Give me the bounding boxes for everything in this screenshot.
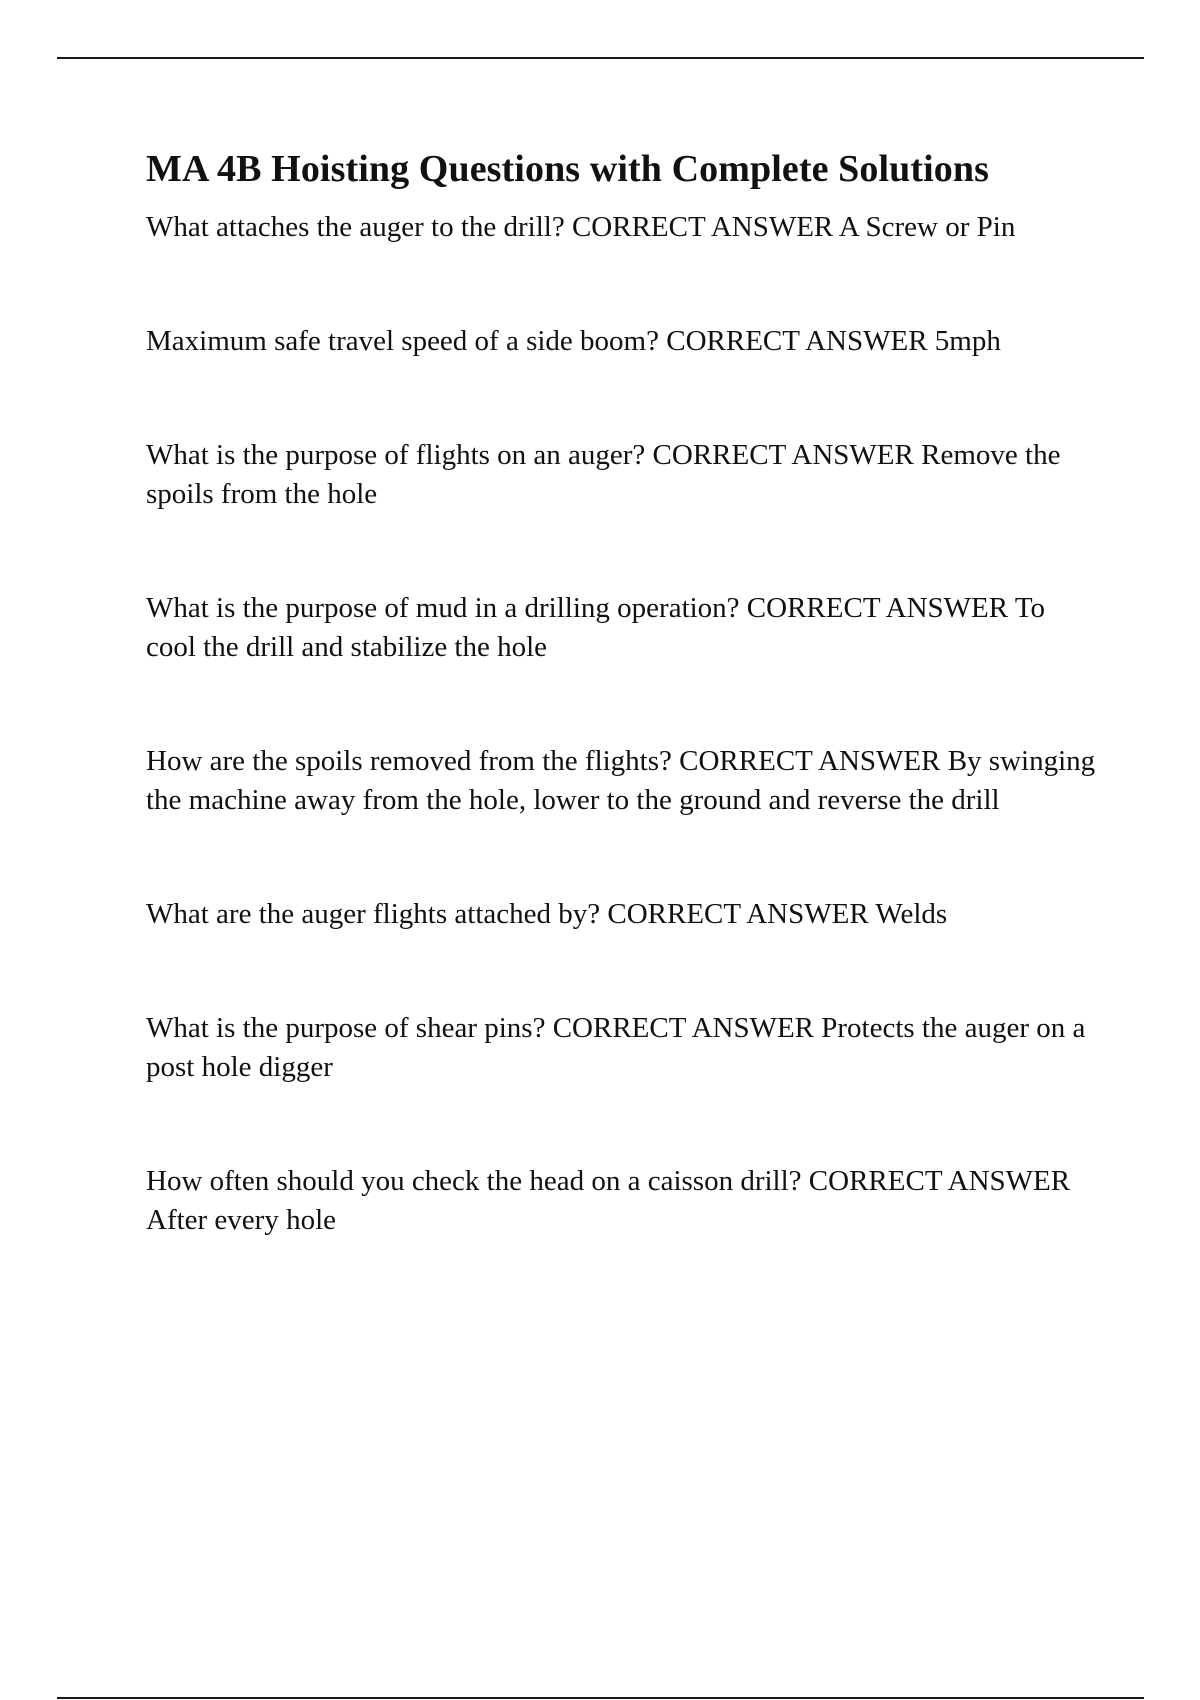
document-body xyxy=(146,140,1096,1240)
qa-item: Maximum safe travel speed of a side boom? CORRECT ANSWER 5mph xyxy=(146,325,1001,357)
qa-item: How often should you check the head on a caisson drill? CORRECT ANSWER After every hole xyxy=(146,1165,1071,1236)
qa-item: What is the purpose of mud in a drilling operation? CORRECT ANSWER To cool the drill and stabilize the hole xyxy=(146,592,1046,663)
top-divider xyxy=(57,57,1144,59)
qa-item: How are the spoils removed from the flights? CORRECT ANSWER By swinging the machine away from the hole, lower to the ground and reverse the drill xyxy=(146,745,1096,816)
document-title: MA 4B Hoisting Questions with Complete Solutions xyxy=(146,148,990,190)
qa-list xyxy=(146,208,1096,1240)
qa-item: What are the auger flights attached by? CORRECT ANSWER Welds xyxy=(146,898,948,930)
qa-item: What is the purpose of shear pins? CORRECT ANSWER Protects the auger on a post hole digger xyxy=(146,1012,1086,1083)
bottom-divider xyxy=(57,1697,1144,1699)
qa-item: What attaches the auger to the drill? CORRECT ANSWER A Screw or Pin xyxy=(146,211,1016,243)
qa-item: What is the purpose of flights on an auger? CORRECT ANSWER Remove the spoils from the hole xyxy=(146,439,1061,510)
